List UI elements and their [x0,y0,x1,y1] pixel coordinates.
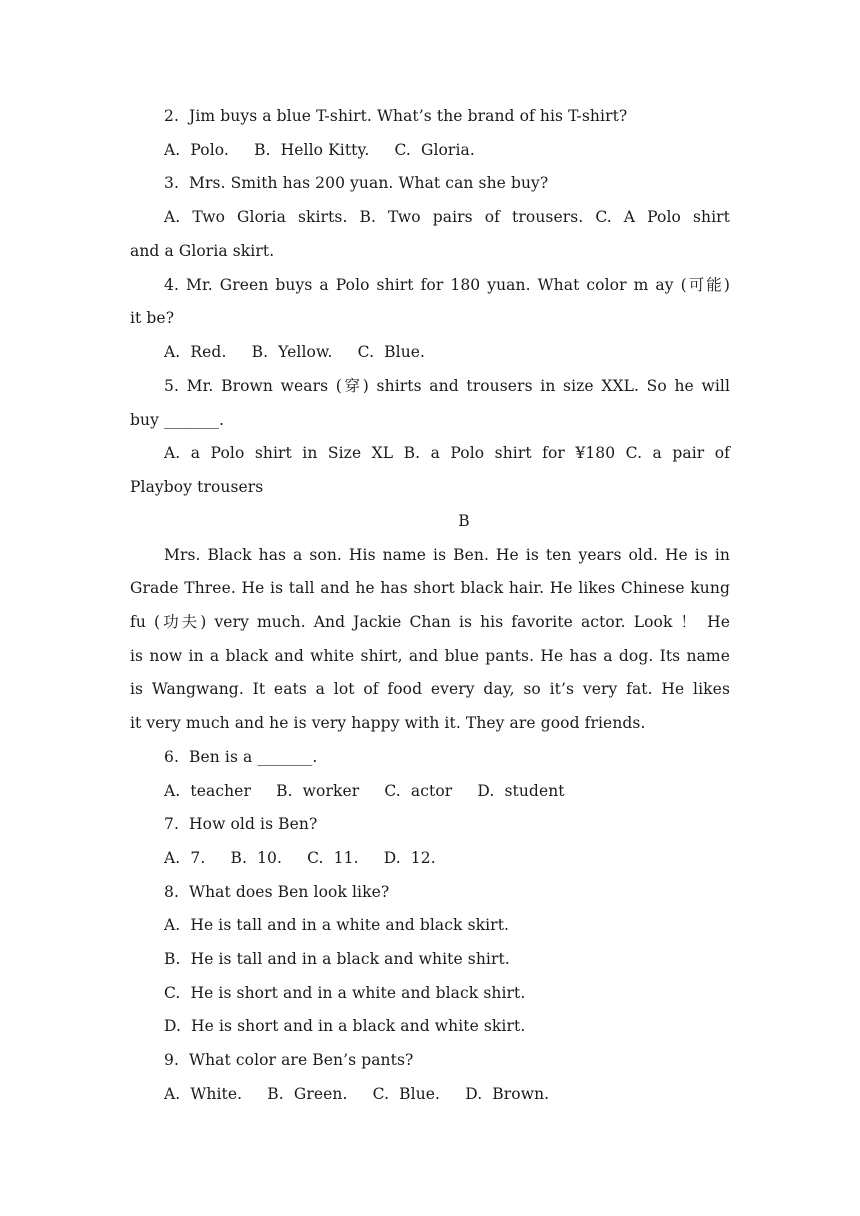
question-8-option-d: D. He is short and in a black and white skirt. [164,1017,526,1035]
passage-line-2: Grade Three. He is tall and he has short black hair. He likes Chinese kung [130,579,730,597]
section-b-heading: B [458,512,470,530]
passage-line-1: Mrs. Black has a son. His name is Ben. He is ten years old. He is in [164,546,730,564]
question-4-line2: it be? [130,309,175,327]
question-8: 8. What does Ben look like? [164,883,390,901]
question-8-option-a: A. He is tall and in a white and black skirt. [164,916,510,934]
question-6: 6. Ben is a _______. [164,748,318,766]
question-5-line1: 5. Mr. Brown wears (穿) shirts and trousers in size XXL. So he will [164,377,730,395]
question-5-line2: buy _______. [130,411,224,429]
question-9: 9. What color are Ben’s pants? [164,1051,414,1069]
question-3: 3. Mrs. Smith has 200 yuan. What can she buy? [164,174,549,192]
question-2-options: A. Polo. B. Hello Kitty. C. Gloria. [164,141,475,159]
question-6-options: A. teacher B. worker C. actor D. student [164,782,565,800]
question-9-options: A. White. B. Green. C. Blue. D. Brown. [164,1085,550,1103]
question-4-line1: 4. Mr. Green buys a Polo shirt for 180 yuan. What color m ay (可能) [164,276,730,294]
question-5-options-line1: A. a Polo shirt in Size XL B. a Polo shirt for ¥180 C. a pair of [164,444,730,462]
question-3-options-line2: and a Gloria skirt. [130,242,275,260]
question-8-option-c: C. He is short and in a white and black shirt. [164,984,526,1002]
question-7-options: A. 7. B. 10. C. 11. D. 12. [164,849,436,867]
question-3-options-line1: A. Two Gloria skirts. B. Two pairs of trousers. C. A Polo shirt [164,208,730,226]
passage-line-5: is Wangwang. It eats a lot of food every day, so it’s very fat. He likes [130,680,730,698]
passage-line-3: fu (功夫) very much. And Jackie Chan is his favorite actor. Look ！ He [130,613,730,631]
question-4-options: A. Red. B. Yellow. C. Blue. [164,343,426,361]
passage-line-6: it very much and he is very happy with it. They are good friends. [130,714,646,732]
question-2: 2. Jim buys a blue T-shirt. What’s the brand of his T-shirt? [164,107,628,125]
question-5-options-line2: Playboy trousers [130,478,264,496]
question-7: 7. How old is Ben? [164,815,318,833]
question-8-option-b: B. He is tall and in a black and white shirt. [164,950,510,968]
passage-line-4: is now in a black and white shirt, and blue pants. He has a dog. Its name [130,647,730,665]
